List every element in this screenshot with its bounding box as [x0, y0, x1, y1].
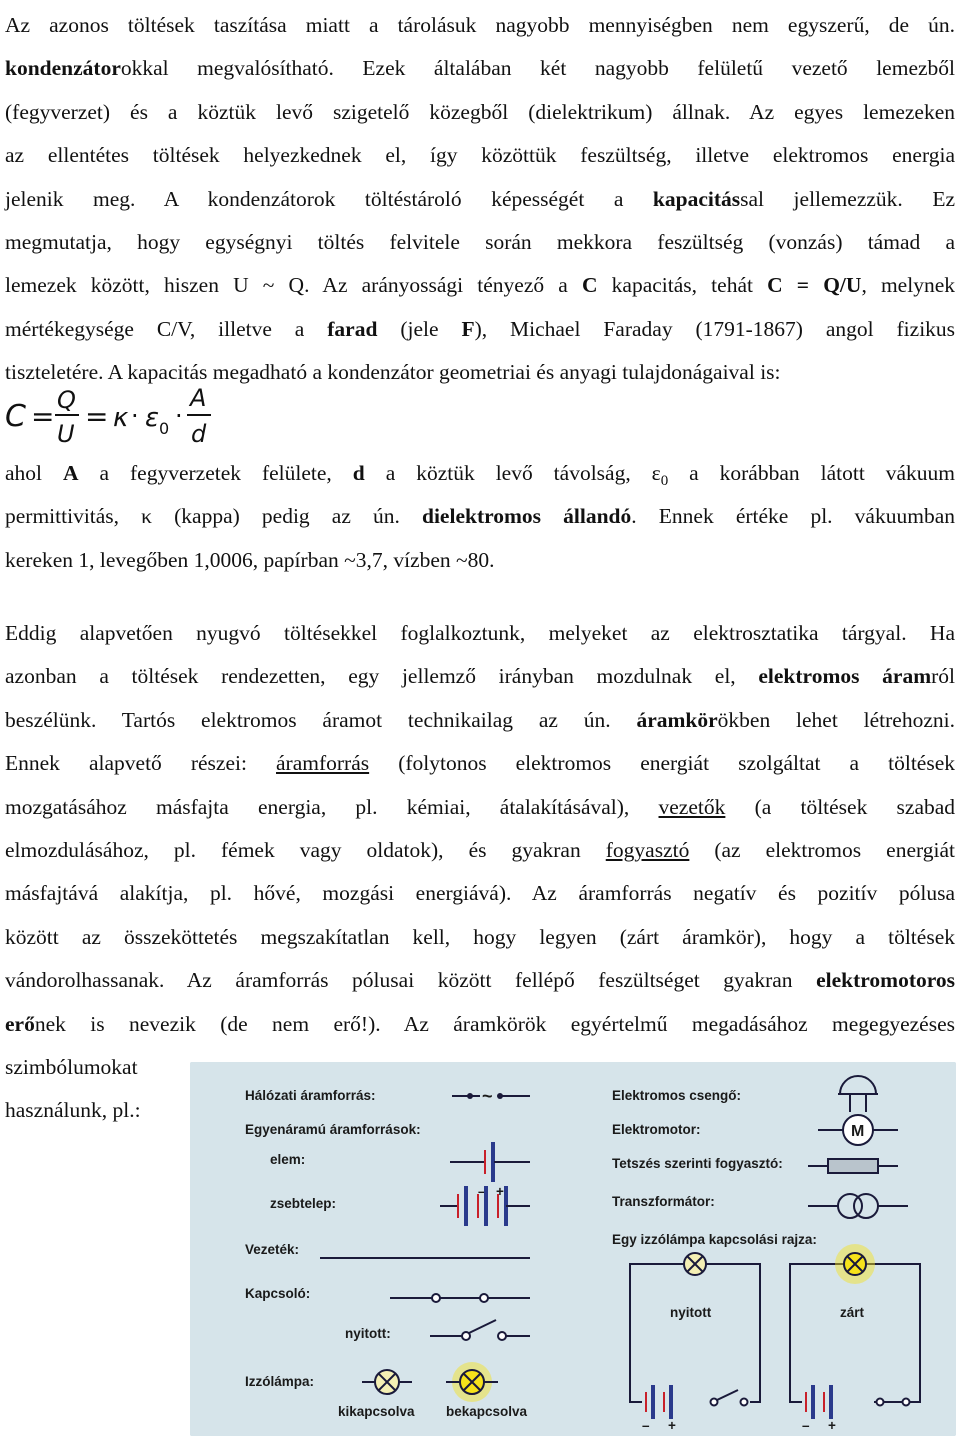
circuit-closed-minus: –	[802, 1418, 810, 1433]
capacitance-formula	[5, 382, 225, 450]
formula-a: A	[190, 384, 207, 412]
mains-source-label: Hálózati áramforrás:	[245, 1088, 376, 1103]
lamp-off-label: kikapcsolva	[338, 1404, 415, 1419]
bell-label: Elektromos csengő:	[612, 1088, 742, 1103]
lamp-label: Izzólámpa:	[245, 1374, 315, 1389]
circuit-open-plus: +	[668, 1418, 676, 1433]
formula-equals: =	[31, 400, 55, 433]
tilde-icon: ~	[482, 1086, 493, 1106]
formula-equals: =	[85, 400, 109, 433]
minus-sign: –	[478, 1184, 486, 1199]
load-label: Tetszés szerinti fogyasztó:	[612, 1156, 783, 1171]
circuit-title: Egy izzólámpa kapcsolási rajza:	[612, 1232, 817, 1247]
formula-epsilon-sub: 0	[159, 419, 170, 438]
transformer-label: Transzformátor:	[612, 1194, 715, 1209]
circuit-symbols-figure	[190, 1062, 956, 1436]
paragraph-dielectric: ahol A a fegyverzetek felülete, d a köztük levő távolság, $\varepsilon_0$ a korábban látott vákuum permittivitás, κ (kappa) pedig az ún. dielektromos állandó. Ennek értéke pl. vákuumban kereken 1, levegőben 1,0006, papírban ~3,7, vízben ~80.	[5, 461, 956, 572]
circuit-open-minus: –	[642, 1418, 650, 1433]
formula-epsilon: ε	[145, 403, 160, 433]
wire-label: Vezeték:	[245, 1242, 300, 1257]
switch-open-label: nyitott:	[345, 1326, 391, 1341]
circuit-open-label: nyitott	[670, 1305, 712, 1320]
formula-d: d	[191, 420, 207, 448]
motor-label: Elektromotor:	[612, 1122, 701, 1137]
switch-label: Kapcsoló:	[245, 1286, 311, 1301]
lamp-on-label: bekapcsolva	[446, 1404, 528, 1419]
paragraph-capacitor: Az azonos töltések taszítása miatt a tárolásuk nagyobb mennyiségben nem egyszerű, de ún. kondenzátorokkal megvalósítható. Ezek általában két nagyobb felületű vezető lemezből (fegyverzet) és a köztük levő szigetelő közegből (dielektrikum) állnak. Az egyes lemezeken az ellentétes töltések helyezkednek el, így közöttük feszültség, illetve elektromos energia jelenik meg. A kondenzátorok töltéstároló képességét a kapacitással jellemezzük. Ez megmutatja, hogy egységnyi töltés felvitele során mekkora feszültség (vonzás) támad a lemezek között, hiszen U ~ Q. Az arányossági tényező a C kapacitás, tehát C = Q/U, melynek mértékegysége C/V, illetve a farad (jele F), Michael Faraday (1791-1867) angol fizikus tiszteletére. A kapacitás megadható a kondenzátor geometriai és anyagi tulajdonágaival is:	[5, 13, 956, 385]
formula-c: C	[5, 399, 26, 434]
formula-q: Q	[57, 386, 76, 414]
plus-sign: +	[496, 1184, 504, 1199]
dc-sources-label: Egyenáramú áramforrások:	[245, 1122, 421, 1137]
paragraph-current: Eddig alapvetően nyugvó töltésekkel foglalkoztunk, melyeket az elektrosztatika tárgyal. Ha azonban a töltések rendezetten, egy jellemző irányban mozdulnak el, elektromos áramról beszélünk. Tartós elektromos áramot technikailag az ún. áramkörökben lehet létrehozni. Ennek alapvető részei: áramforrás (folytonos elektromos energiát szolgáltat a töltések mozgatásához másfajta energia, pl. kémiai, átalakításával), vezetők (a töltések szabad elmozdulásához, pl. fémek vagy oldatok), és gyakran fogyasztó (az elektromos energiát másfajtává alakítja, pl. hővé, mozgási energiává). Az áramforrás negatív és pozitív pólusa között az összeköttetés megszakítatlan kell, hogy legyen (zárt áramkör), hogy a töltések vándorolhassanak. Az áramforrás pólusai között fellépő feszültséget gyakran elektromotoros erőnek is nevezik (de nem erő!). Az áramkörök egyértelmű megadásához megegyezéses szimbólumokat használunk, pl.:	[5, 621, 956, 1123]
battery-label: zsebtelep:	[270, 1196, 337, 1211]
formula-u: U	[57, 420, 75, 448]
circuit-closed-label: zárt	[840, 1305, 865, 1320]
formula-dot: ·	[175, 402, 183, 430]
motor-letter: M	[851, 1123, 865, 1140]
formula-kappa: κ	[113, 403, 129, 433]
circuit-closed-plus: +	[828, 1418, 836, 1433]
cell-label: elem:	[270, 1152, 306, 1167]
formula-dot: ·	[131, 402, 139, 430]
